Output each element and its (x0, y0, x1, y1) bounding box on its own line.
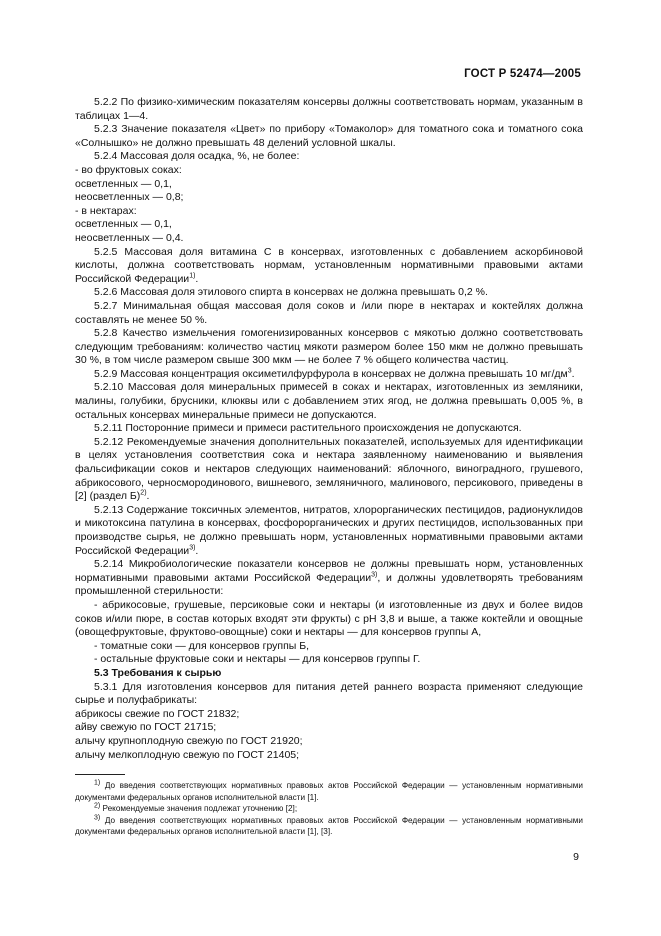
page-number: 9 (573, 851, 579, 863)
clause-5-2-4: 5.2.4 Массовая доля осадка, %, не более: (94, 150, 300, 163)
section-heading-5-3: 5.3 Требования к сырью (94, 666, 222, 679)
clause-5-2-8: 5.2.8 Качество измельчения гомогенизированных консервов с мякотью должно соответствовать следующим требованиям: количество частиц мякоти размером более 150 мкм не должно превышать 30 %, в том числе размером свыше 300 мкм — не более 7 % общего количества частиц. (75, 327, 583, 367)
list-item: - во фруктовых соках: (75, 163, 182, 176)
footnote-ref: 3) (371, 571, 378, 579)
superscript: 3 (567, 367, 572, 375)
footnote-1: $^{1)}$ До введения соответствующих нормативных правовых актов Российской Федерации — установленным нормативными документами федеральных органов исполнительной власти [1]. (75, 779, 583, 802)
clause-text: 5.2.12 Рекомендуемые значения дополнительных показателей, используемых для идентификации в целях установления соответствия сока и нектара заявленному наименованию и выявления фальсификации соков и нектаров следующих наименований: яблочного, виноградного, грушевого, абрикосового, черносмородинового, вишневого, земляничного, малинового, персикового, приведены в [2] (раздел Б) (75, 435, 583, 503)
clause-5-2-3: 5.2.3 Значение показателя «Цвет» по прибору «Томаколор» для томатного сока и томатного сока «Солнышко» не должно превышать 48 делений условной шкалы. (75, 123, 583, 149)
clause-5-2-5: 5.2.5 Массовая доля витамина С в консервах, изготовленных с добавлением аскорбиновой кислоты, должна соответствовать нормам, установленным нормативными правовыми актами Российской Федерации$^{1)}$. (75, 245, 583, 285)
clause-text: 5.2.9 Массовая концентрация оксиметилфурфурола в консервах не должна превышать 10 мг/дм (94, 367, 568, 380)
clause-text: 5.2.5 Массовая доля витамина С в консервах, изготовленных с добавлением аскорбиновой кислоты, должна соответствовать нормам, установленным нормативными правовыми актами Российской Федерации (75, 245, 583, 285)
footnote-divider (75, 774, 125, 775)
clause-5-2-14 (75, 558, 583, 599)
list-item: абрикосы свежие по ГОСТ 21832; (75, 707, 240, 720)
list-item: - абрикосовые, грушевые, персиковые соки и нектары (и изготовленные из двух и более видов соков и/или пюре, в состав которых входят эти фрукты) с pH 3,8 и выше, а также коктейли и овощные (овощефруктовые, фруктово-овощные) соки и нектары — для консервов группы А, (75, 598, 583, 639)
footnotes (75, 774, 583, 838)
list-item: осветленных — 0,1, (75, 218, 172, 231)
document-body (75, 96, 583, 762)
list-item: неосветленных — 0,8; (75, 191, 184, 204)
clause-text: 5.2.14 Микробиологические показатели консервов не должны превышать норм, установленных нормативными правовыми актами Российской Федерации (75, 558, 583, 584)
list-item: алычу крупноплодную свежую по ГОСТ 21920; (75, 734, 303, 747)
footnote-ref: 3) (189, 544, 196, 552)
clause-5-3-1: 5.3.1 Для изготовления консервов для питания детей раннего возраста применяют следующие сырье и полуфабрикаты: (75, 680, 583, 707)
clause-5-2-13: 5.2.13 Содержание токсичных элементов, нитратов, хлорорганических пестицидов, радионуклидов и микотоксина патулина в консервах, фосфорорганических и других пестицидов, использованных при производстве сырья, не должно превышать норм, установленных нормативными правовыми актами Российской Федерации$^{3)}$. (75, 503, 583, 557)
clause-text: 5.2.13 Содержание токсичных элементов, нитратов, хлорорганических пестицидов, радионуклидов и микотоксина патулина в консервах, фосфорорганических и других пестицидов, использованных при производстве сырья, не должно превышать норм, установленных нормативными правовыми актами Российской Федерации (75, 503, 583, 557)
clause-5-2-11: 5.2.11 Посторонние примеси и примеси растительного происхождения не допускаются. (94, 422, 522, 435)
clause-5-2-10: 5.2.10 Массовая доля минеральных примесей в соках и нектарах, изготовленных из земляники, малины, голубики, брусники, клюквы или с добавлением этих ягод, не должна превышать 0,005 %, в остальных консервах минеральные примеси не допускаются. (75, 381, 583, 421)
footnote-3: $^{3)}$ До введения соответствующих нормативных правовых актов Российской Федерации — установленным нормативными документами федеральных органов исполнительной власти [1], [3]. (75, 814, 583, 837)
footnote-ref: 1) (189, 272, 196, 280)
list-item: - томатные соки — для консервов группы Б, (94, 639, 310, 652)
clause-5-2-2: 5.2.2 По физико-химическим показателям консервы должны соответствовать нормам, указанным в таблицах 1—4. (75, 96, 583, 122)
document-header: ГОСТ Р 52474—2005 (464, 68, 581, 80)
list-item: - в нектарах: (75, 204, 137, 217)
list-item: осветленных — 0,1, (75, 177, 172, 190)
list-item: айву свежую по ГОСТ 21715; (75, 721, 217, 734)
list-item: неосветленных — 0,4. (75, 231, 184, 244)
clause-5-2-7: 5.2.7 Минимальная общая массовая доля соков и /или пюре в нектарах и коктейлях должна составлять не менее 50 %. (75, 299, 583, 326)
list-item: алычу мелкоплодную свежую по ГОСТ 21405; (75, 748, 300, 761)
footnote-ref: 2) (140, 489, 147, 497)
clause-5-2-9: 5.2.9 Массовая концентрация оксиметилфурфурола в консервах не должна превышать 10 $мг/дм^3$. (94, 367, 575, 380)
list-item: - остальные фруктовые соки и нектары — для консервов группы Г. (94, 653, 421, 666)
clause-5-2-12: 5.2.12 Рекомендуемые значения дополнительных показателей, используемых для идентификации в целях установления соответствия сока и нектара заявленному наименованию и выявления фальсификации соков и нектаров следующих наименований: яблочного, виноградного, грушевого, абрикосового, черносмородинового, вишневого, земляничного, малинового, персикового, приведены в [2] (раздел Б)$^{2)}$. (75, 435, 583, 503)
clause-text: , и должны удовлетворять требованиям промышленной стерильности: (75, 571, 583, 598)
clause-5-2-6: 5.2.6 Массовая доля этилового спирта в консервах не должна превышать 0,2 %. (94, 286, 488, 299)
footnote-2: $^{2)}$ Рекомендуемые значения подлежат уточнению [2]; (94, 802, 298, 814)
